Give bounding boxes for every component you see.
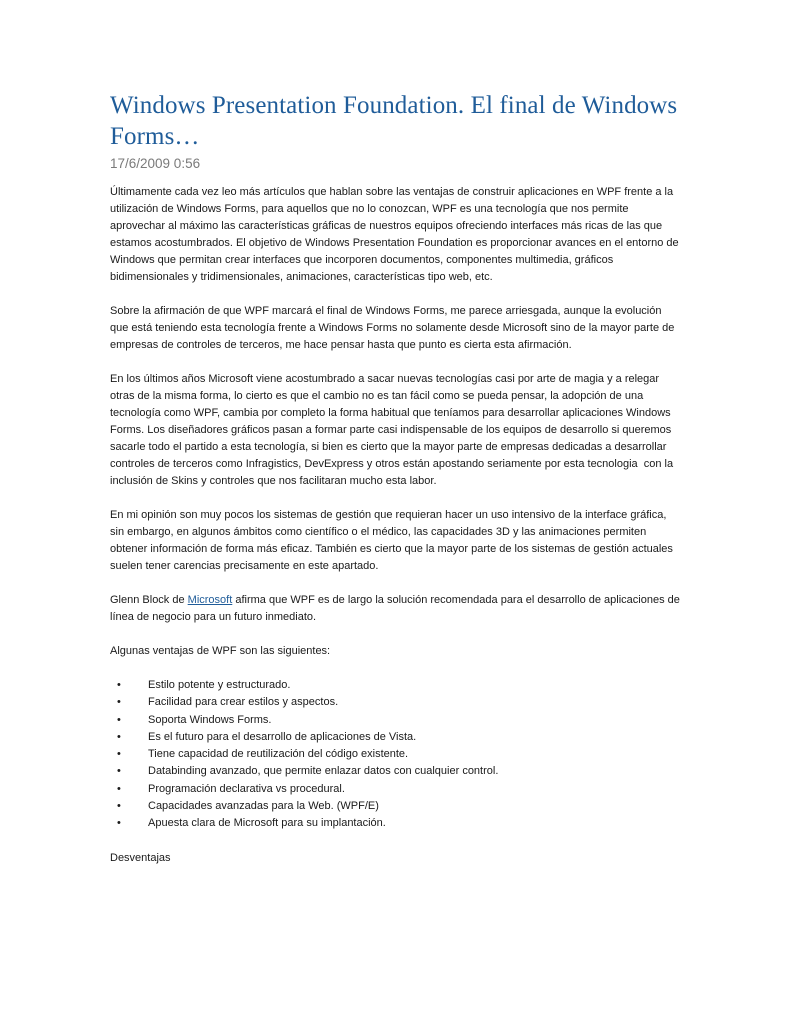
bullet-icon: • <box>117 748 121 761</box>
bullet-icon: • <box>117 817 121 830</box>
list-item <box>117 798 682 815</box>
glenn-text-before: Glenn Block de <box>110 594 188 606</box>
disadvantages-heading: Desventajas <box>110 851 171 864</box>
list-item <box>117 746 682 763</box>
paragraph-history: En los últimos años Microsoft viene acostumbrado a sacar nuevas tecnologías casi por arte de magia y a relegar otras de la misma forma, lo cierto es que el cambio no es tan fácil como se pueda pensar, la adopción de una tecnología como WPF, cambia por completo la forma habitual que teníamos para desarrollar aplicaciones Windows Forms. Los diseñadores gráficos pasan a formar parte casi indispensable de los equipos de desarrollo si queremos sacarle todo el partido a esta tecnología, si bien es cierto que la mayor parte de empresas dedicadas a desarrollar controles de terceros como Infragistics, DevExpress y otros están apostando seriamente por esta tecnologia con la inclusión de Skins y controles que nos facilitaran mucho esta labor. <box>110 373 677 487</box>
list-item-text: Estilo potente y estructurado. <box>148 679 291 691</box>
list-item <box>117 815 682 832</box>
microsoft-link[interactable]: Microsoft <box>187 594 233 606</box>
paragraph-glenn-block <box>110 592 682 626</box>
bullet-icon: • <box>117 800 121 813</box>
paragraph-intro: Últimamente cada vez leo más artículos que hablan sobre las ventajas de construir aplicaciones en WPF frente a la utilización de Windows Forms, para aquellos que no lo conozcan, WPF es una tecnología que nos permite aprovechar al máximo las características gráficas de nuestros equipos ofreciendo interfaces más ricas de las que estamos acostumbrados. El objetivo de Windows Presentation Foundation es proporcionar avances en el entorno de Windows que permitan crear interfaces que incorporen documentos, componentes multimedia, gráficos bidimensionales y tridimensionales, animaciones, características tipo web, etc. <box>110 186 682 283</box>
advantages-intro: Algunas ventajas de WPF son las siguientes: <box>110 645 331 657</box>
bullet-icon: • <box>117 679 121 691</box>
paragraph-opinion: Sobre la afirmación de que WPF marcará el final de Windows Forms, me parece arriesgada, aunque la evolución que está teniendo esta tecnología frente a Windows Forms no solamente desde Microsoft sino de la mayor parte de empresas de controles de terceros, me hace pensar hasta que punto es cierta esta afirmación. <box>110 305 678 351</box>
list-item <box>117 763 682 780</box>
list-item-text: Tiene capacidad de reutilización del código existente. <box>148 748 409 761</box>
article-date: 17/6/2009 0:56 <box>110 156 201 171</box>
list-item-text: Databinding avanzado, que permite enlazar datos con cualquier control. <box>148 765 499 778</box>
list-item-text: Apuesta clara de Microsoft para su implantación. <box>148 817 386 830</box>
list-item <box>117 729 682 746</box>
list-item <box>117 712 682 729</box>
glenn-text-after: afirma que WPF es de largo la solución recomendada para el desarrollo de aplicaciones de línea de negocio para un futuro inmediato. <box>110 594 683 623</box>
bullet-icon: • <box>117 730 121 743</box>
bullet-icon: • <box>117 782 121 795</box>
list-item <box>117 694 682 711</box>
list-item <box>117 677 682 694</box>
bullet-icon: • <box>117 696 121 709</box>
list-item-text: Capacidades avanzadas para la Web. (WPF/E) <box>148 800 379 813</box>
article-title: Windows Presentation Foundation. El final de Windows Forms… <box>110 92 678 150</box>
advantages-list <box>110 677 682 833</box>
document-page <box>110 90 682 867</box>
list-item-text: Programación declarativa vs procedural. <box>148 782 345 795</box>
list-item-text: Soporta Windows Forms. <box>148 713 272 726</box>
bullet-icon: • <box>117 713 121 726</box>
article-body <box>110 184 682 867</box>
bullet-icon: • <box>117 765 121 778</box>
list-item-text: Es el futuro para el desarrollo de aplicaciones de Vista. <box>148 730 417 743</box>
list-item <box>117 781 682 798</box>
paragraph-management: En mi opinión son muy pocos los sistemas de gestión que requieran hacer un uso intensivo de la interface gráfica, sin embargo, en algunos ámbitos como científico o el médico, las capacidades 3D y las animaciones permiten obtener información de forma más eficaz. También es cierto que la mayor parte de los sistemas de gestión actuales suelen tener carencias precisamente en este apartado. <box>110 509 676 572</box>
list-item-text: Facilidad para crear estilos y aspectos. <box>148 696 339 709</box>
